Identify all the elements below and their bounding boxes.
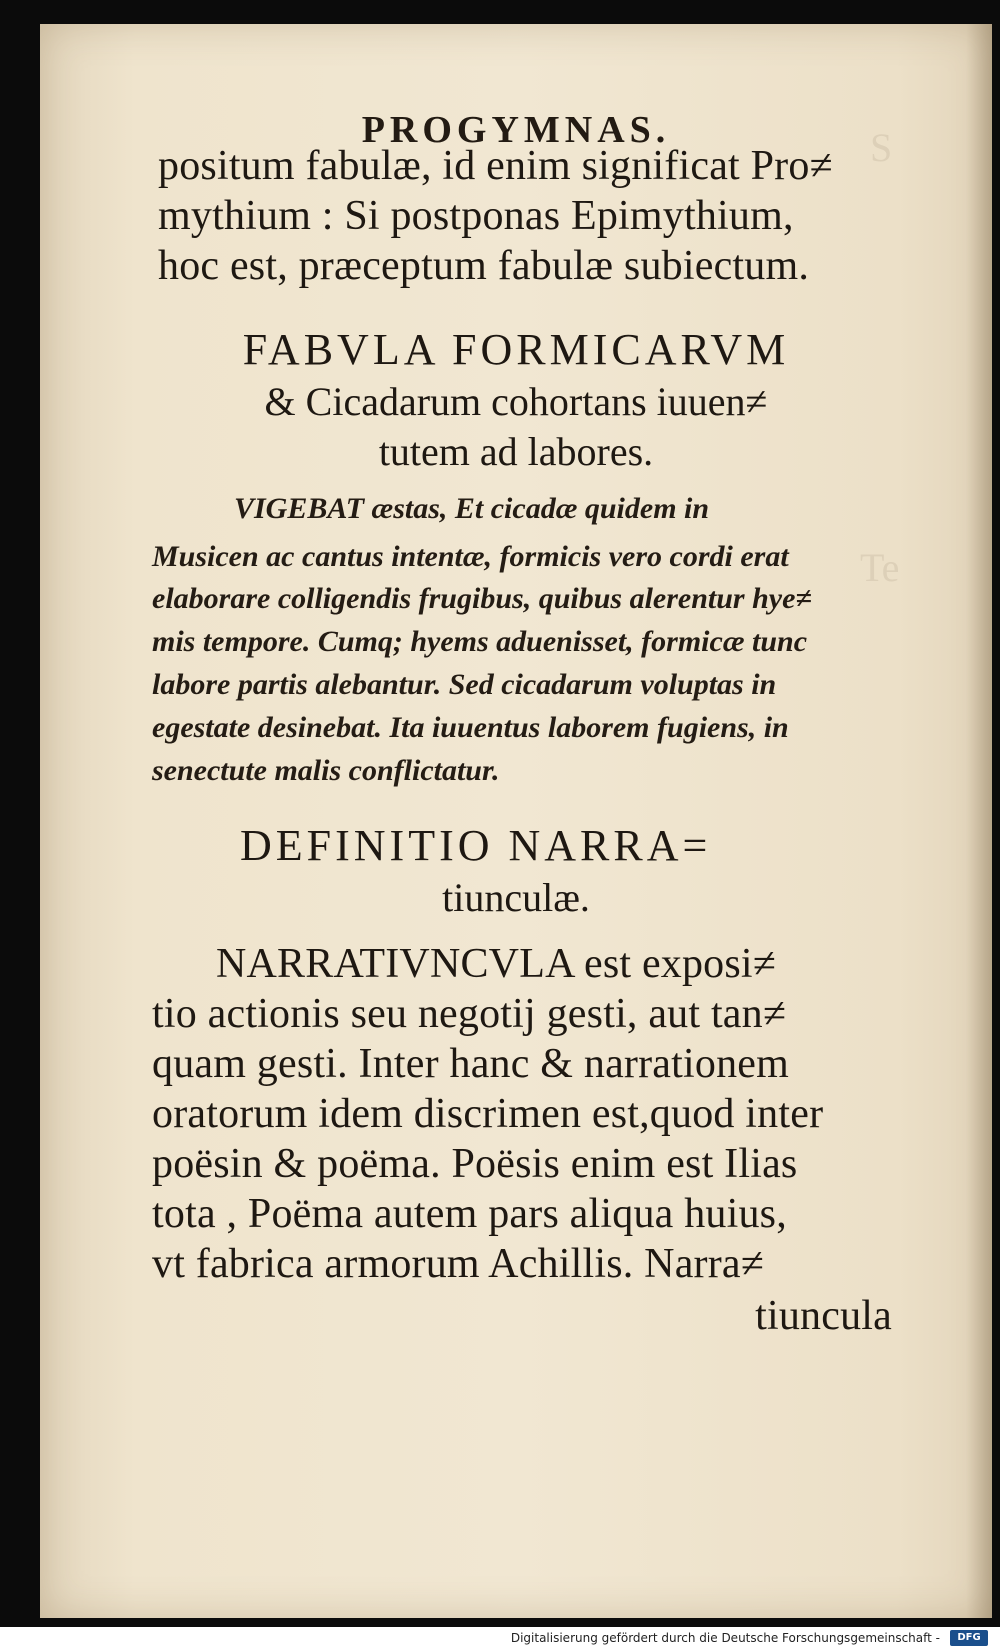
catchword: tiuncula (755, 1293, 892, 1339)
definition-heading-subtitle: tiunculæ. (442, 875, 590, 920)
definition-text-line: tio actionis seu negotij gesti, aut tan≠ (152, 991, 787, 1037)
intro-line: hoc est, præceptum fabulæ subiectum. (158, 243, 810, 289)
bleed-through-text: Te (860, 545, 900, 590)
definition-heading-title: DEFINITIO NARRA= (240, 821, 712, 870)
page-gutter-shadow (966, 24, 992, 1618)
intro-line: mythium : Si postponas Epimythium, (158, 193, 794, 239)
definition-text-line: NARRATIVNCVLA est exposi≠ (216, 941, 777, 987)
definition-text-line: tota , Poëma autem pars aliqua huius, (152, 1191, 787, 1237)
fable-heading-subtitle: & Cicadarum cohortans iuuen≠ (264, 379, 768, 424)
running-head: PROGYMNAS. (361, 109, 671, 151)
fable-text-line: labore partis alebantur. Sed cicadarum voluptas in (152, 668, 777, 701)
footer-bar (0, 1627, 1000, 1650)
fable-text-line: elaborare colligendis frugibus, quibus alerentur hye≠ (152, 582, 812, 615)
dfg-logo: DFG (950, 1630, 988, 1646)
intro-line: positum fabulæ, id enim significat Pro≠ (158, 143, 833, 189)
definition-text-line: vt fabrica armorum Achillis. Narra≠ (152, 1241, 765, 1287)
definition-text-line: poësin & poëma. Poësis enim est Ilias (152, 1141, 798, 1187)
fable-heading-title: FABVLA FORMICARVM (242, 325, 790, 374)
book-page (40, 24, 992, 1618)
fable-text-line: mis tempore. Cumq; hyems aduenisset, formicæ tunc (152, 625, 808, 658)
fable-text-line: egestate desinebat. Ita iuuentus laborem fugiens, in (152, 711, 789, 744)
definition-text-line: oratorum idem discrimen est,quod inter (152, 1091, 824, 1137)
footer-credit: Digitalisierung gefördert durch die Deutsche Forschungsgemeinschaft - (510, 1631, 940, 1645)
fable-text-line: VIGEBAT æstas, Et cicadæ quidem in (234, 492, 710, 525)
fable-heading-subtitle: tutem ad labores. (378, 429, 654, 474)
fable-text-line: Musicen ac cantus intentæ, formicis vero cordi erat (152, 540, 789, 573)
definition-text-line: quam gesti. Inter hanc & narrationem (152, 1041, 789, 1087)
fable-text-line: senectute malis conflictatur. (152, 754, 500, 787)
bleed-through-text: S (870, 125, 893, 170)
